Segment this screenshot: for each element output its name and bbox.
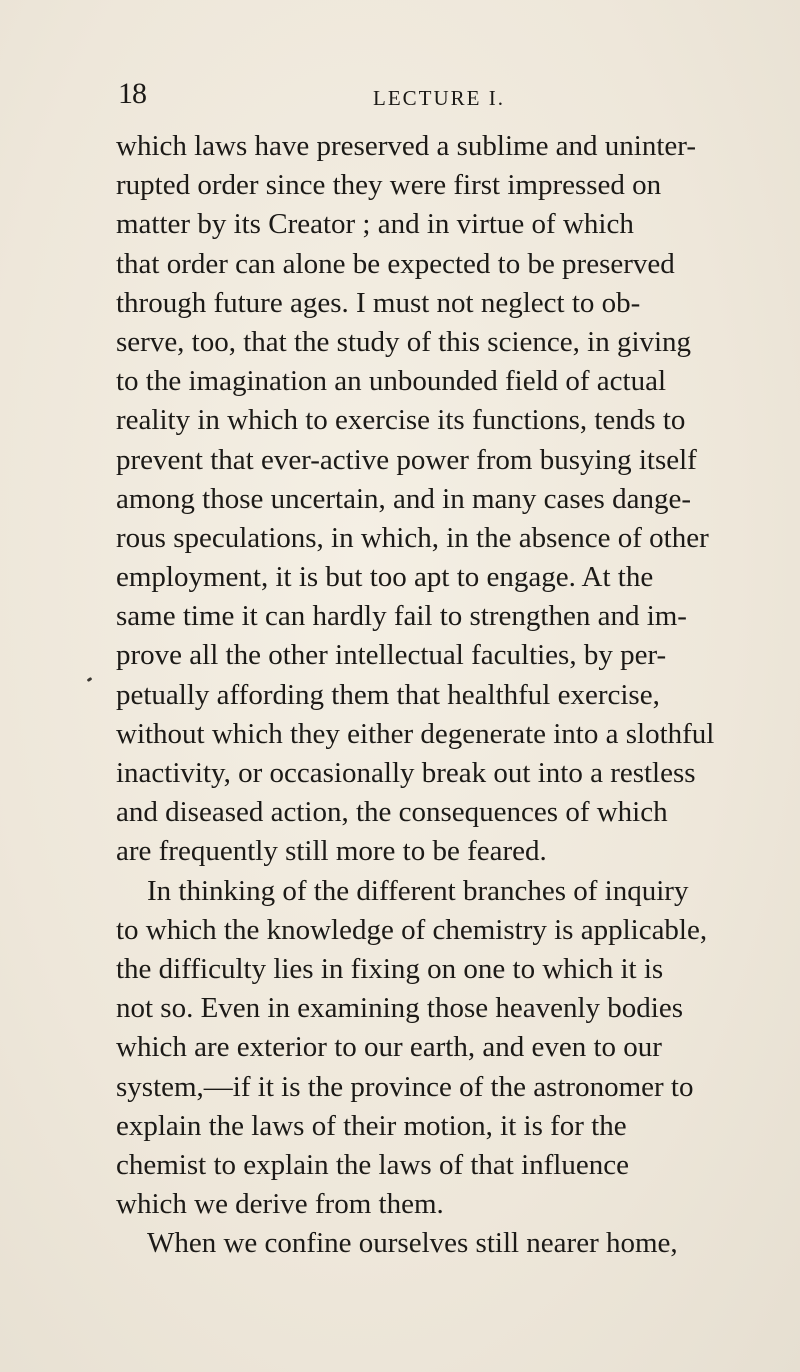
- body-text: [116, 127, 796, 1263]
- page-number: 18: [118, 77, 146, 110]
- paper-speck: [87, 677, 93, 682]
- text-line: reality in which to exercise its functions, tends to: [116, 404, 686, 437]
- text-line: explain the laws of their motion, it is for the: [116, 1109, 627, 1142]
- text-line: employment, it is but too apt to engage. At the: [116, 561, 654, 594]
- text-line: without which they either degenerate into a slothful: [116, 717, 715, 750]
- text-line: not so. Even in examining those heavenly bodies: [116, 992, 684, 1025]
- text-line: the difficulty lies in fixing on one to which it is: [116, 952, 664, 985]
- text-line: which laws have preserved a sublime and uninter-: [116, 130, 697, 162]
- text-line: which we derive from them.: [116, 1188, 444, 1221]
- text-line: and diseased action, the consequences of which: [116, 796, 668, 829]
- running-head: LECTURE I.: [373, 86, 505, 110]
- text-line: serve, too, that the study of this science, in giving: [116, 325, 692, 358]
- text-line: to which the knowledge of chemistry is applicable,: [116, 913, 708, 946]
- text-line: that order can alone be expected to be preserved: [116, 247, 675, 280]
- paragraph-start-line: When we confine ourselves still nearer home,: [147, 1227, 678, 1260]
- text-line: prevent that ever-active power from busying itself: [116, 443, 697, 476]
- text-line: are frequently still more to be feared.: [116, 835, 547, 868]
- text-line: through future ages. I must not neglect to ob-: [116, 286, 641, 319]
- text-line: same time it can hardly fail to strengthen and im-: [116, 600, 687, 633]
- text-line: system,—if it is the province of the astronomer to: [116, 1070, 694, 1103]
- text-line: among those uncertain, and in many cases dange-: [116, 482, 691, 515]
- text-line: rous speculations, in which, in the absence of other: [116, 521, 709, 554]
- text-line: which are exterior to our earth, and even to our: [116, 1031, 662, 1064]
- text-line: to the imagination an unbounded field of actual: [116, 365, 667, 398]
- text-line: matter by its Creator ; and in virtue of which: [116, 208, 634, 241]
- text-line: prove all the other intellectual faculties, by per-: [116, 639, 667, 672]
- paragraph-start-line: In thinking of the different branches of inquiry: [147, 874, 689, 907]
- page-header: [0, 78, 800, 118]
- text-line: inactivity, or occasionally break out into a restless: [116, 757, 696, 789]
- text-line: chemist to explain the laws of that influence: [116, 1148, 629, 1181]
- text-line: rupted order since they were first impressed on: [116, 169, 662, 202]
- text-line: petually affording them that healthful exercise,: [116, 678, 660, 711]
